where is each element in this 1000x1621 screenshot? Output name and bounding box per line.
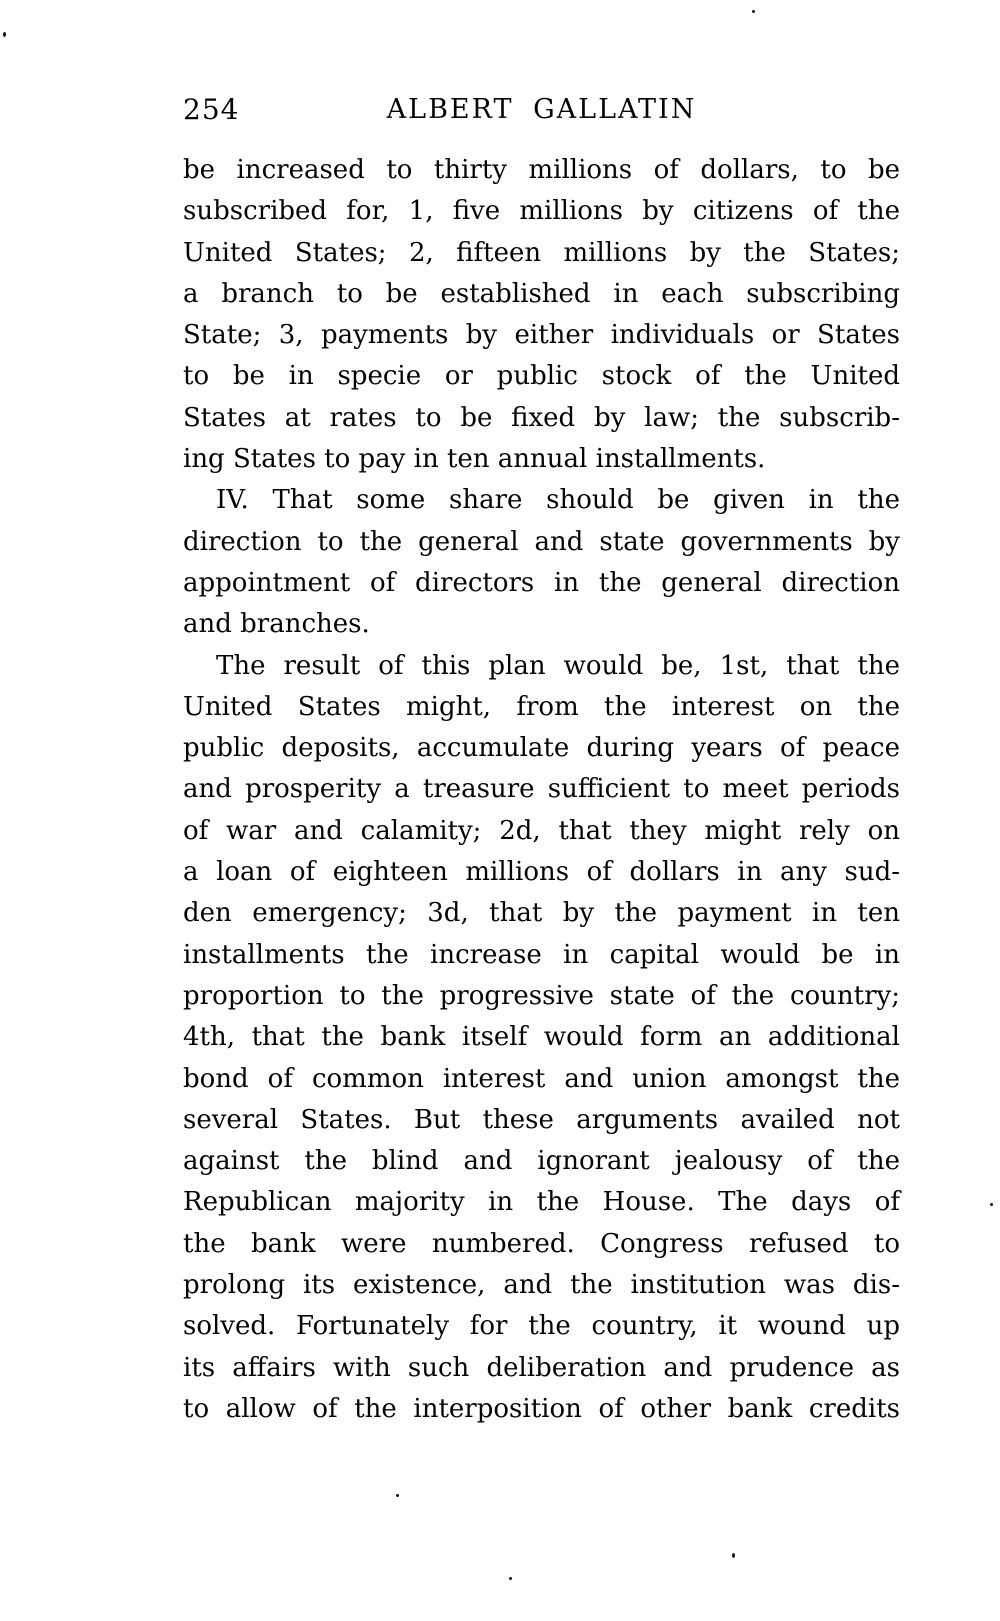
text-line: a loan of eighteen millions of dollars in any sud- — [183, 857, 900, 888]
text-line: States at rates to be fixed by law; the subscrib- — [183, 402, 900, 433]
body-text — [183, 150, 900, 1430]
page-header — [183, 93, 900, 127]
text-line: prolong its existence, and the institution was dis- — [183, 1270, 900, 1301]
text-line: appointment of directors in the general direction — [183, 567, 900, 598]
text-line: several States. But these arguments availed not — [183, 1104, 900, 1135]
text-line: 4th, that the bank itself would form an additional — [183, 1022, 900, 1053]
text-line: its affairs with such deliberation and prudence as — [183, 1352, 900, 1383]
text-line: to be in specie or public stock of the United — [183, 361, 900, 392]
text-line: and branches. — [183, 609, 370, 640]
text-line: of war and calamity; 2d, that they might rely on — [183, 815, 900, 846]
scan-speck — [509, 1577, 512, 1580]
text-line: State; 3, payments by either individuals or States — [183, 320, 900, 351]
text-line: IV. That some share should be given in the — [216, 485, 900, 516]
page-number: 254 — [183, 93, 240, 126]
text-line: public deposits, accumulate during years of peace — [183, 733, 900, 764]
text-line: Republican majority in the House. The days of — [183, 1187, 900, 1218]
text-line: a branch to be established in each subscribing — [183, 278, 900, 309]
text-line: United States might, from the interest on the — [183, 691, 900, 722]
text-line: subscribed for, 1, five millions by citizens of the — [183, 196, 900, 227]
text-line: ing States to pay in ten annual installments. — [183, 444, 766, 475]
text-line: bond of common interest and union amongst the — [183, 1063, 900, 1094]
text-line: installments the increase in capital would be in — [183, 939, 900, 970]
text-line: den emergency; 3d, that by the payment in ten — [183, 898, 900, 929]
text-line: be increased to thirty millions of dollars, to be — [183, 155, 900, 185]
text-line: United States; 2, fifteen millions by the States; — [183, 237, 900, 268]
scan-speck — [990, 1203, 993, 1206]
text-line: and prosperity a treasure sufficient to meet periods — [183, 774, 900, 805]
text-line: The result of this plan would be, 1st, that the — [216, 650, 900, 681]
scan-speck — [752, 10, 755, 13]
scan-speck — [732, 1553, 735, 1558]
text-line: the bank were numbered. Congress refused to — [183, 1228, 900, 1259]
text-line: solved. Fortunately for the country, it wound up — [183, 1311, 900, 1342]
text-line: to allow of the interposition of other bank credits — [183, 1393, 900, 1424]
scan-speck — [396, 1494, 399, 1497]
text-line: proportion to the progressive state of the country; — [183, 980, 900, 1011]
text-line: direction to the general and state governments by — [183, 526, 900, 557]
text-line: against the blind and ignorant jealousy of the — [183, 1146, 900, 1177]
running-head: ALBERT GALLATIN — [386, 94, 697, 125]
scan-speck — [3, 32, 6, 37]
